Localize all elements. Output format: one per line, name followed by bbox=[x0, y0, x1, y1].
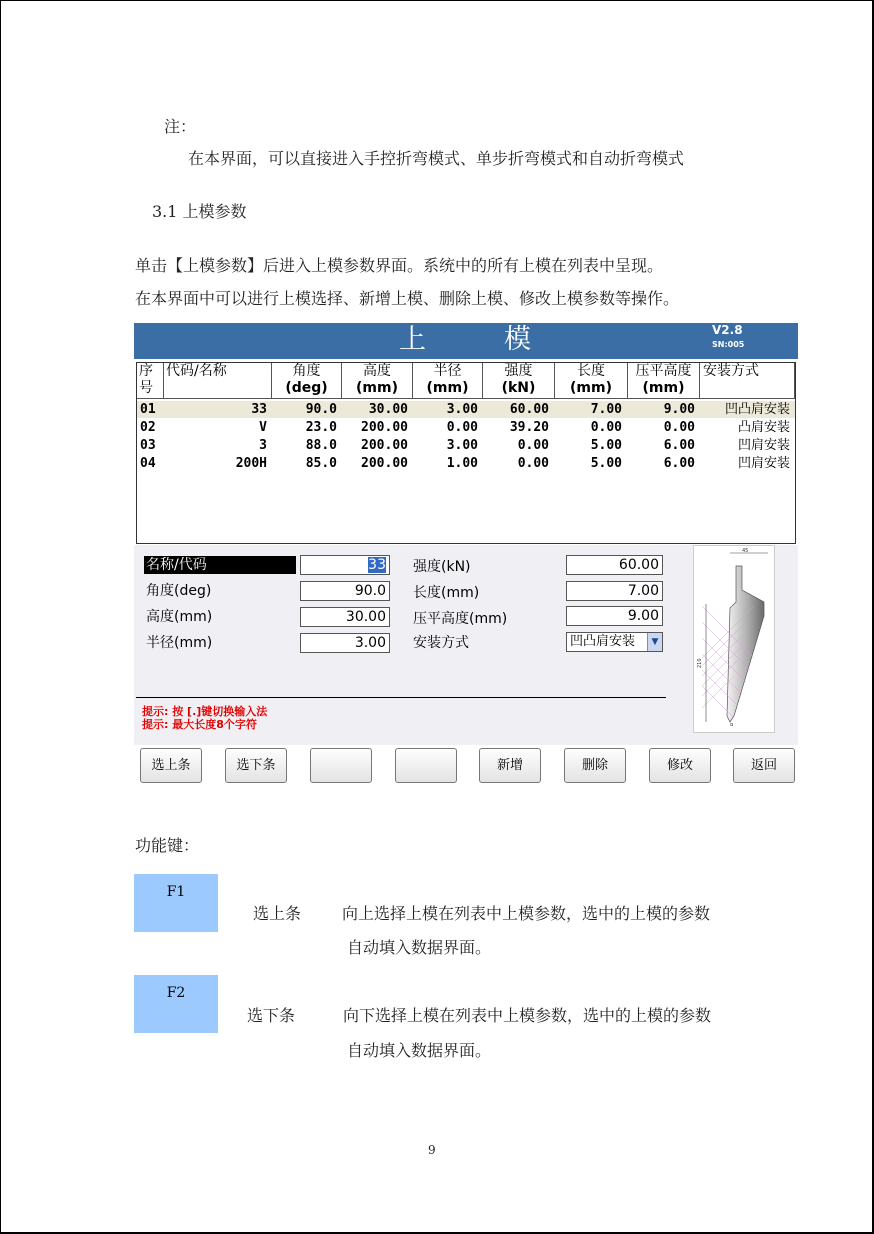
blank-button-f3[interactable] bbox=[310, 748, 372, 783]
function-keys-heading: 功能键： bbox=[135, 836, 200, 855]
dim-width-label: 45 bbox=[742, 548, 749, 554]
name-code-input[interactable]: 33 bbox=[300, 555, 390, 575]
col-header-mount: 安装方式 bbox=[700, 363, 795, 399]
note-label: 注： bbox=[164, 117, 197, 136]
dim-angle-label: α bbox=[730, 722, 734, 728]
col-header-angle: 角度 (deg) bbox=[272, 363, 342, 399]
hint-max-length: 提示: 最大长度8个字符 bbox=[142, 718, 257, 731]
punch-diagram bbox=[693, 545, 775, 733]
f1-key-box: F1 bbox=[134, 874, 218, 932]
select-next-button[interactable]: 选下条 bbox=[225, 748, 287, 783]
mount-label: 安装方式 bbox=[413, 635, 469, 651]
col-header-length: 长度 (mm) bbox=[555, 363, 628, 399]
table-row[interactable]: 02 V 23.0 200.00 0.00 39.20 0.00 0.00 凸肩安装 bbox=[140, 420, 790, 435]
length-label: 长度(mm) bbox=[413, 585, 480, 601]
radius-input[interactable]: 3.00 bbox=[300, 633, 390, 653]
page-number: 9 bbox=[428, 1143, 436, 1157]
hint-input-method: 提示: 按 [.]键切换输入法 bbox=[142, 705, 268, 718]
f2-key-name: 选下条 bbox=[247, 1006, 296, 1025]
chevron-down-icon[interactable]: ▼ bbox=[647, 633, 662, 651]
mount-select[interactable]: 凹凸肩安装 ▼ bbox=[566, 632, 663, 652]
hint-divider bbox=[136, 697, 666, 698]
f2-description-line-1: 向下选择上模在列表中上模参数，选中的上模的参数 bbox=[343, 1006, 712, 1025]
strength-label: 强度(kN) bbox=[413, 559, 471, 575]
f2-description-line-2: 自动填入数据界面。 bbox=[347, 1041, 492, 1060]
angle-input[interactable]: 90.0 bbox=[300, 581, 390, 601]
note-text: 在本界面，可以直接进入手控折弯模式、单步折弯模式和自动折弯模式 bbox=[188, 149, 685, 168]
version-label: V2.8 bbox=[712, 323, 743, 337]
col-header-radius: 半径 (mm) bbox=[413, 363, 483, 399]
add-button[interactable]: 新增 bbox=[479, 748, 541, 783]
f1-description-line-2: 自动填入数据界面。 bbox=[347, 938, 492, 957]
table-row[interactable]: 01 33 90.0 30.00 3.00 60.00 7.00 9.00 凹凸肩安装 bbox=[137, 401, 795, 418]
screen-title-left: 上 bbox=[399, 324, 426, 355]
upper-die-screen bbox=[134, 323, 798, 786]
section-heading: 3.1 上模参数 bbox=[152, 202, 247, 221]
select-previous-button[interactable]: 选上条 bbox=[140, 748, 202, 783]
length-input[interactable]: 7.00 bbox=[566, 581, 663, 601]
blank-button-f4[interactable] bbox=[395, 748, 457, 783]
delete-button[interactable]: 删除 bbox=[564, 748, 626, 783]
flat-height-input[interactable]: 9.00 bbox=[566, 606, 663, 626]
col-header-index: 序 号 bbox=[137, 363, 164, 399]
screen-title-right: 模 bbox=[504, 324, 531, 355]
radius-label: 半径(mm) bbox=[146, 635, 213, 651]
die-list[interactable] bbox=[136, 362, 796, 544]
col-header-code: 代码/名称 bbox=[164, 363, 272, 399]
col-header-height: 高度 (mm) bbox=[342, 363, 413, 399]
intro-line-2: 在本界面中可以进行上模选择、新增上模、删除上模、修改上模参数等操作。 bbox=[135, 289, 680, 308]
table-row[interactable]: 04 200H 85.0 200.00 1.00 0.00 5.00 6.00 凹肩安装 bbox=[140, 456, 790, 471]
col-header-strength: 强度 (kN) bbox=[483, 363, 555, 399]
return-button[interactable]: 返回 bbox=[733, 748, 795, 783]
height-label: 高度(mm) bbox=[146, 609, 213, 625]
modify-button[interactable]: 修改 bbox=[649, 748, 711, 783]
f2-key-box: F2 bbox=[134, 975, 218, 1033]
screen-title-bar bbox=[134, 323, 798, 359]
intro-line-1: 单击【上模参数】后进入上模参数界面。系统中的所有上模在列表中呈现。 bbox=[135, 256, 664, 275]
die-list-header bbox=[137, 363, 795, 401]
name-code-label: 名称/代码 bbox=[144, 556, 296, 574]
function-button-bar bbox=[134, 745, 798, 786]
angle-label: 角度(deg) bbox=[146, 583, 212, 599]
f1-description-line-1: 向上选择上模在列表中上模参数，选中的上模的参数 bbox=[342, 904, 711, 923]
punch-profile-drawing bbox=[694, 546, 774, 732]
height-input[interactable]: 30.00 bbox=[300, 607, 390, 627]
serial-label: SN:005 bbox=[712, 340, 745, 349]
flat-height-label: 压平高度(mm) bbox=[413, 611, 508, 627]
dim-height-label: 210 bbox=[697, 658, 703, 668]
col-header-flat-height: 压平高度 (mm) bbox=[628, 363, 700, 399]
strength-input[interactable]: 60.00 bbox=[566, 555, 663, 575]
f1-key-name: 选上条 bbox=[253, 904, 302, 923]
table-row[interactable]: 03 3 88.0 200.00 3.00 0.00 5.00 6.00 凹肩安装 bbox=[140, 438, 790, 453]
